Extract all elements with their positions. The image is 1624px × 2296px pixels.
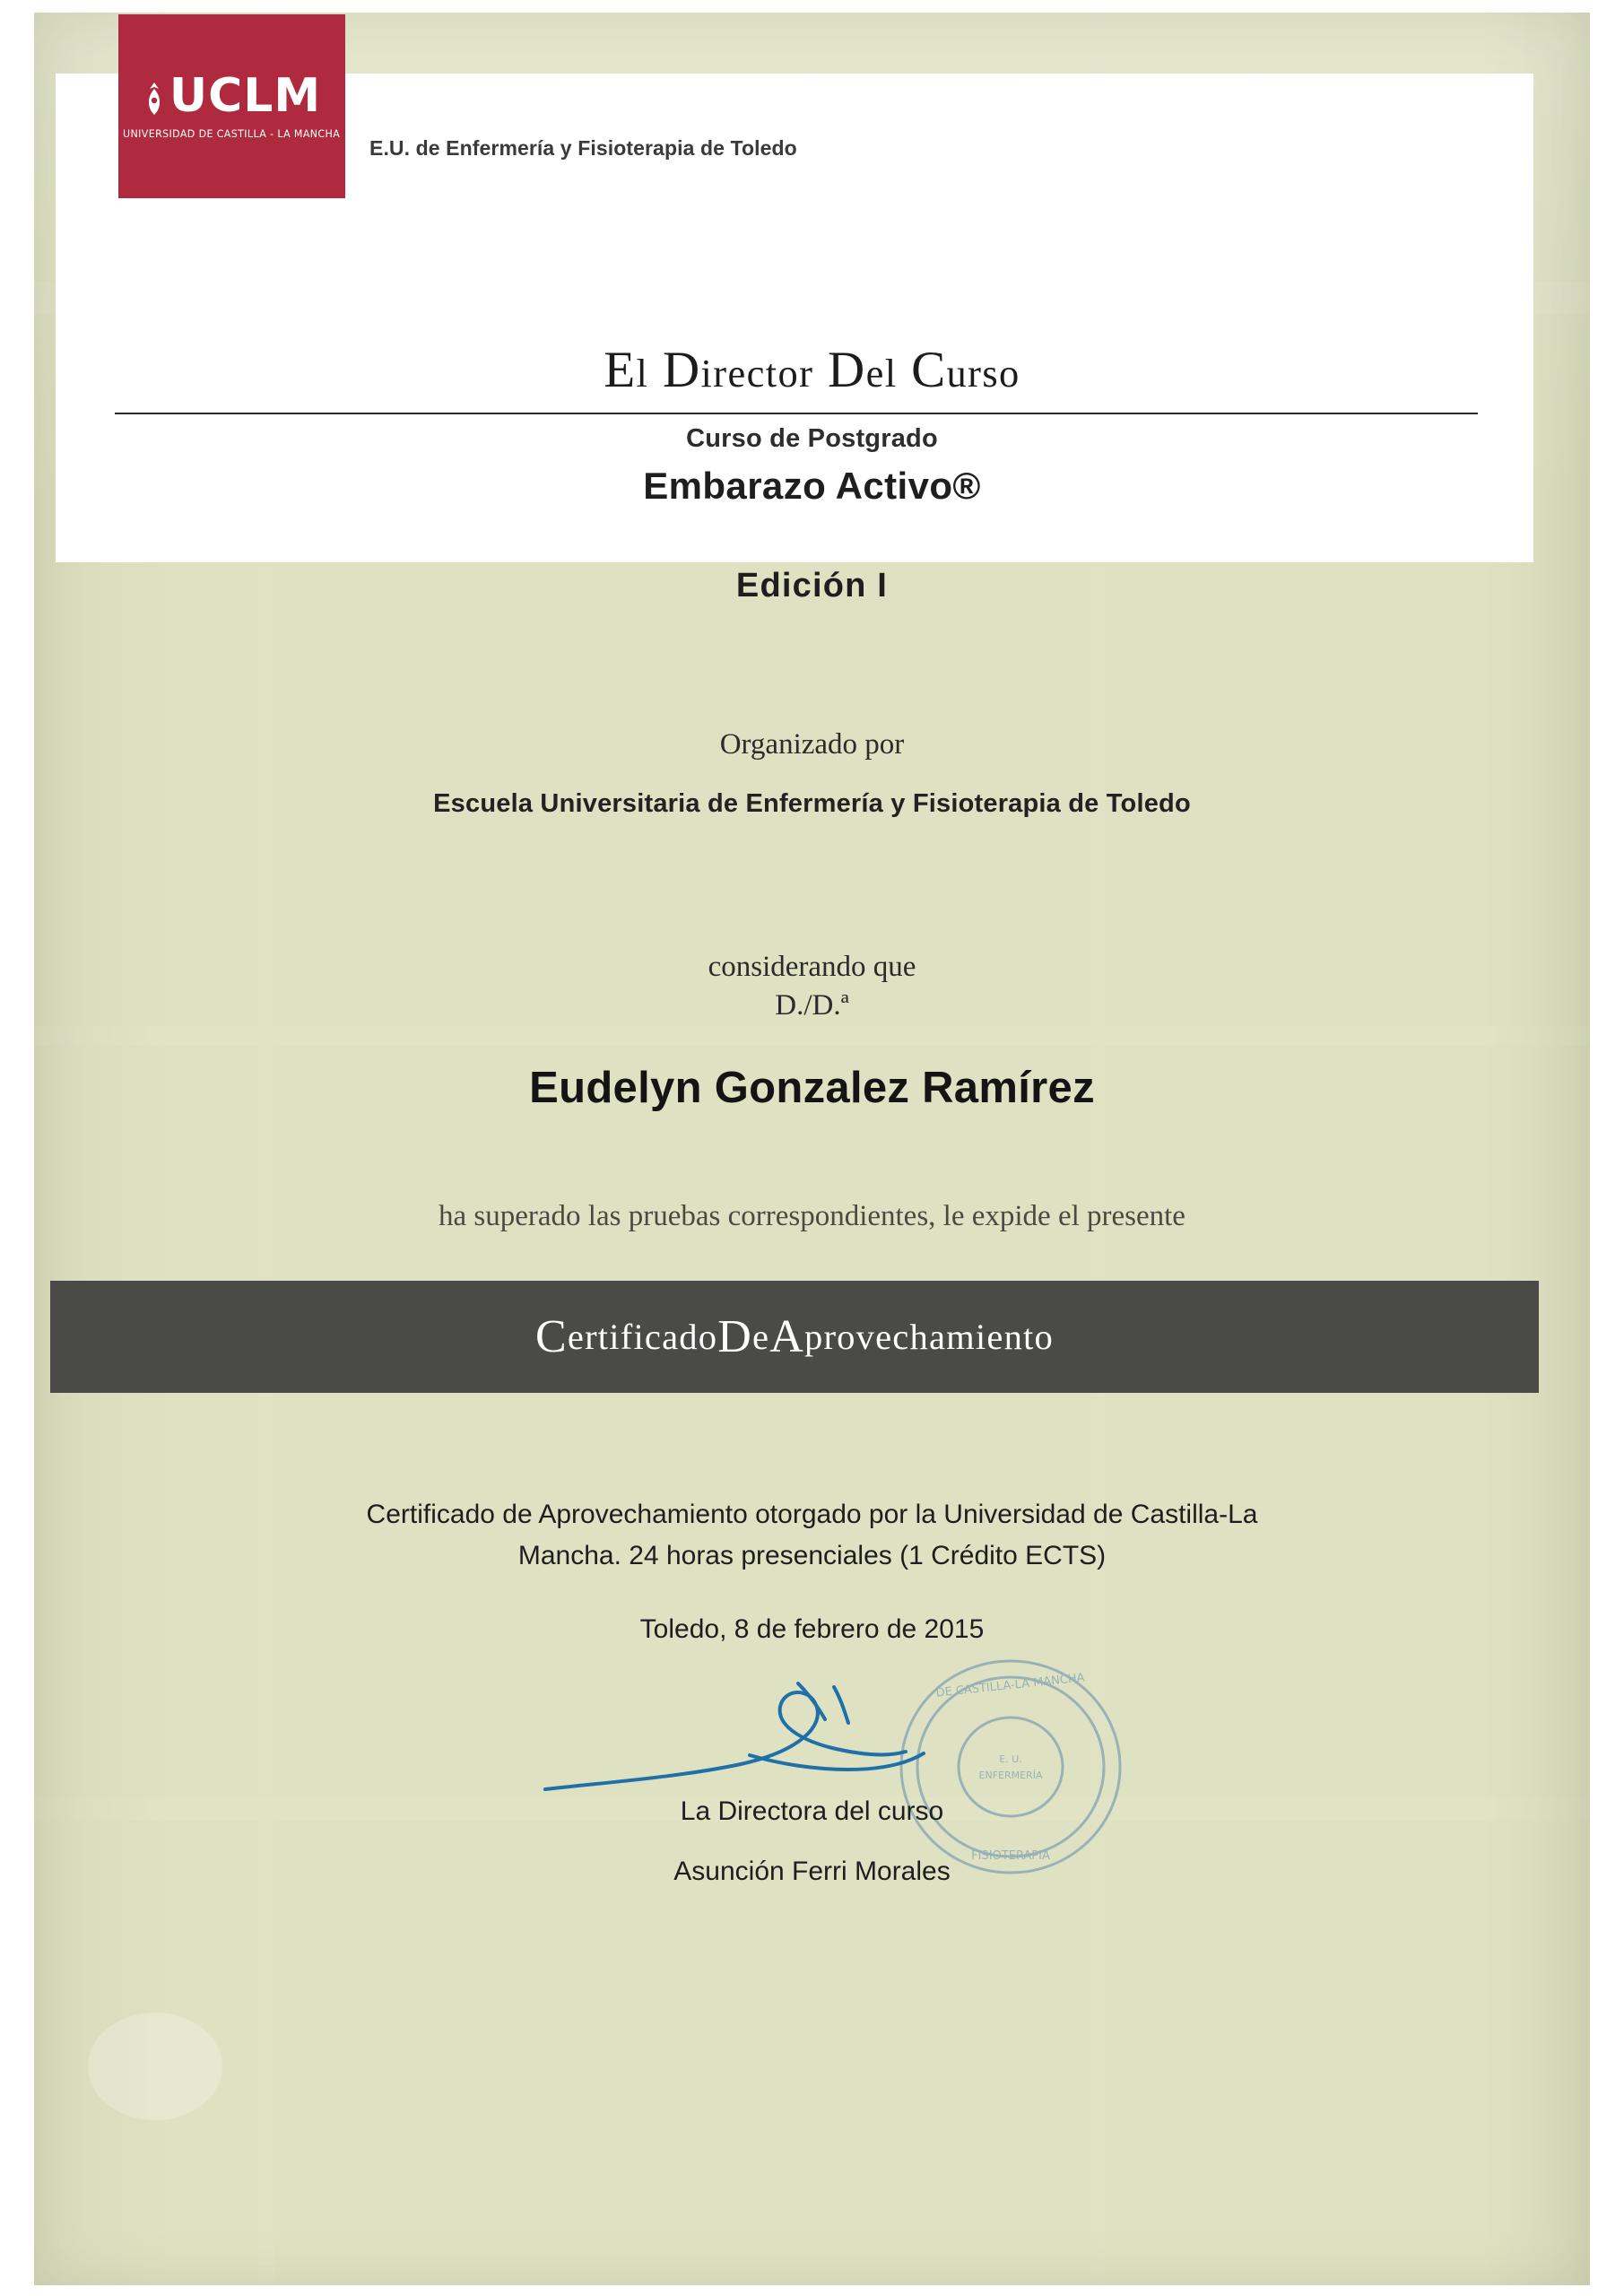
certificate-banner-title: C ertificado D e A provechamiento [535,1311,1054,1362]
uclm-letters: UCLM [169,69,322,123]
signer-name: Asunción Ferri Morales [673,1857,951,1886]
svg-text:ENFERMERÍA: ENFERMERÍA [978,1770,1043,1781]
honorific-label: D./D.ª [775,989,849,1022]
place-and-date: Toledo, 8 de febrero de 2015 [639,1614,985,1644]
course-kind: Curso de Postgrado [686,424,938,453]
uclm-logo [118,14,345,198]
svg-text:E. U.: E. U. [999,1753,1022,1765]
course-name: Embarazo Activo® [643,465,981,507]
uclm-wordmark [143,69,322,123]
statement-text: ha superado las pruebas correspondientes, le expide el presente [439,1200,1185,1232]
recipient-name: Eudelyn Gonzalez Ramírez [529,1064,1095,1112]
uclm-emblem-icon [143,78,166,114]
organizer-name: Escuela Universitaria de Enfermería y Fisioterapia de Toledo [433,789,1191,818]
title-divider [115,413,1478,414]
award-line-1: Certificado de Aprovechamiento otorgado por la Universidad de Castilla-La [366,1500,1258,1529]
considering-label: considerando que [708,951,916,983]
course-edition: Edición I [735,567,889,604]
organized-by-label: Organizado por [719,728,905,761]
faculty-line: E.U. de Enfermería y Fisioterapia de Toledo [369,136,797,160]
signer-role: La Directora del curso [680,1796,944,1826]
page-title-text: El Director Del Curso [604,342,1020,398]
svg-text:FISIOTERAPIA: FISIOTERAPIA [971,1849,1050,1863]
uclm-subtitle: UNIVERSIDAD DE CASTILLA - LA MANCHA [123,127,341,140]
page-title [0,341,1624,399]
award-line-2: Mancha. 24 horas presenciales (1 Crédito ECTS) [517,1541,1107,1570]
svg-text:DE CASTILLA-LA MANCHA: DE CASTILLA-LA MANCHA [935,1671,1086,1700]
